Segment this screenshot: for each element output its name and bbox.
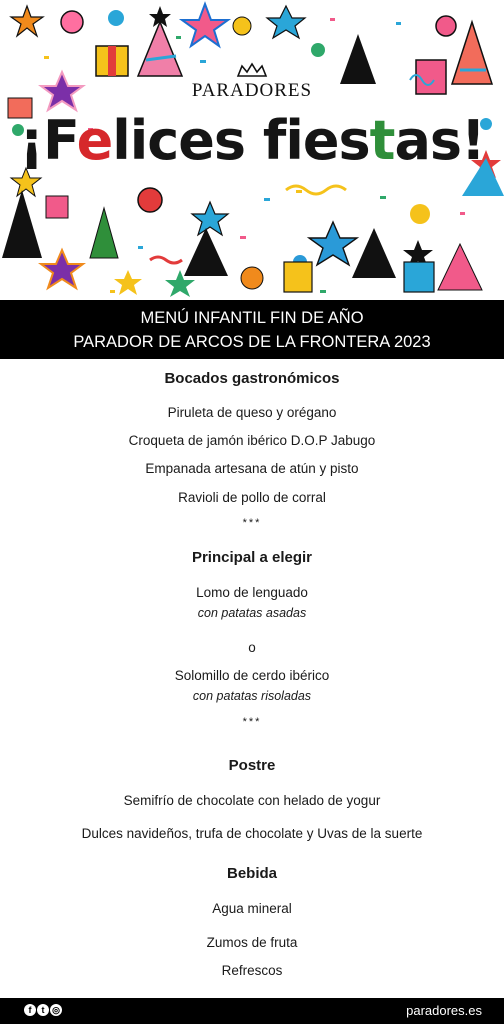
facebook-icon[interactable]: f xyxy=(24,1004,36,1016)
section-separator: *** xyxy=(242,716,262,728)
menu-item: Ravioli de pollo de corral xyxy=(178,490,326,505)
main-option-2-note: con patatas risoladas xyxy=(192,689,312,703)
footer-bar xyxy=(0,998,504,1024)
paradores-logo: PARADORES xyxy=(191,80,313,101)
menu-item: Dulces navideños, trufa de chocolate y Uvas de la suerte xyxy=(81,826,423,841)
section-heading-bocados: Bocados gastronómicos xyxy=(164,370,340,387)
section-heading-principal: Principal a elegir xyxy=(191,549,313,566)
menu-item: Agua mineral xyxy=(212,901,292,916)
menu-title-bar xyxy=(0,300,504,359)
menu-item: Croqueta de jamón ibérico D.O.P Jabugo xyxy=(128,433,376,448)
menu-title-line-1: MENÚ INFANTIL FIN DE AÑO xyxy=(140,309,364,327)
menu-item: Empanada artesana de atún y pisto xyxy=(145,461,359,476)
festive-banner xyxy=(0,0,504,300)
instagram-icon[interactable]: ◎ xyxy=(50,1004,62,1016)
section-heading-bebida: Bebida xyxy=(226,865,277,882)
section-heading-postre: Postre xyxy=(228,757,276,774)
felices-fiestas-headline: ¡Felices fiestas! xyxy=(19,109,485,172)
main-option-1-name: Lomo de lenguado xyxy=(196,585,308,600)
menu-title-line-2: PARADOR DE ARCOS DE LA FRONTERA 2023 xyxy=(73,333,431,351)
main-option-separator-or: o xyxy=(248,640,256,655)
section-separator: *** xyxy=(242,517,262,529)
menu-item: Piruleta de queso y orégano xyxy=(167,405,337,420)
menu-item: Zumos de fruta xyxy=(206,935,298,950)
menu-item: Semifrío de chocolate con helado de yogur xyxy=(123,793,381,808)
paradores-crown-icon xyxy=(236,62,268,78)
main-option-1-note: con patatas asadas xyxy=(197,606,307,620)
twitter-icon[interactable]: t xyxy=(37,1004,49,1016)
website-link[interactable]: paradores.es xyxy=(406,1003,482,1018)
menu-item: Refrescos xyxy=(221,963,283,978)
main-option-2-name: Solomillo de cerdo ibérico xyxy=(174,668,330,683)
